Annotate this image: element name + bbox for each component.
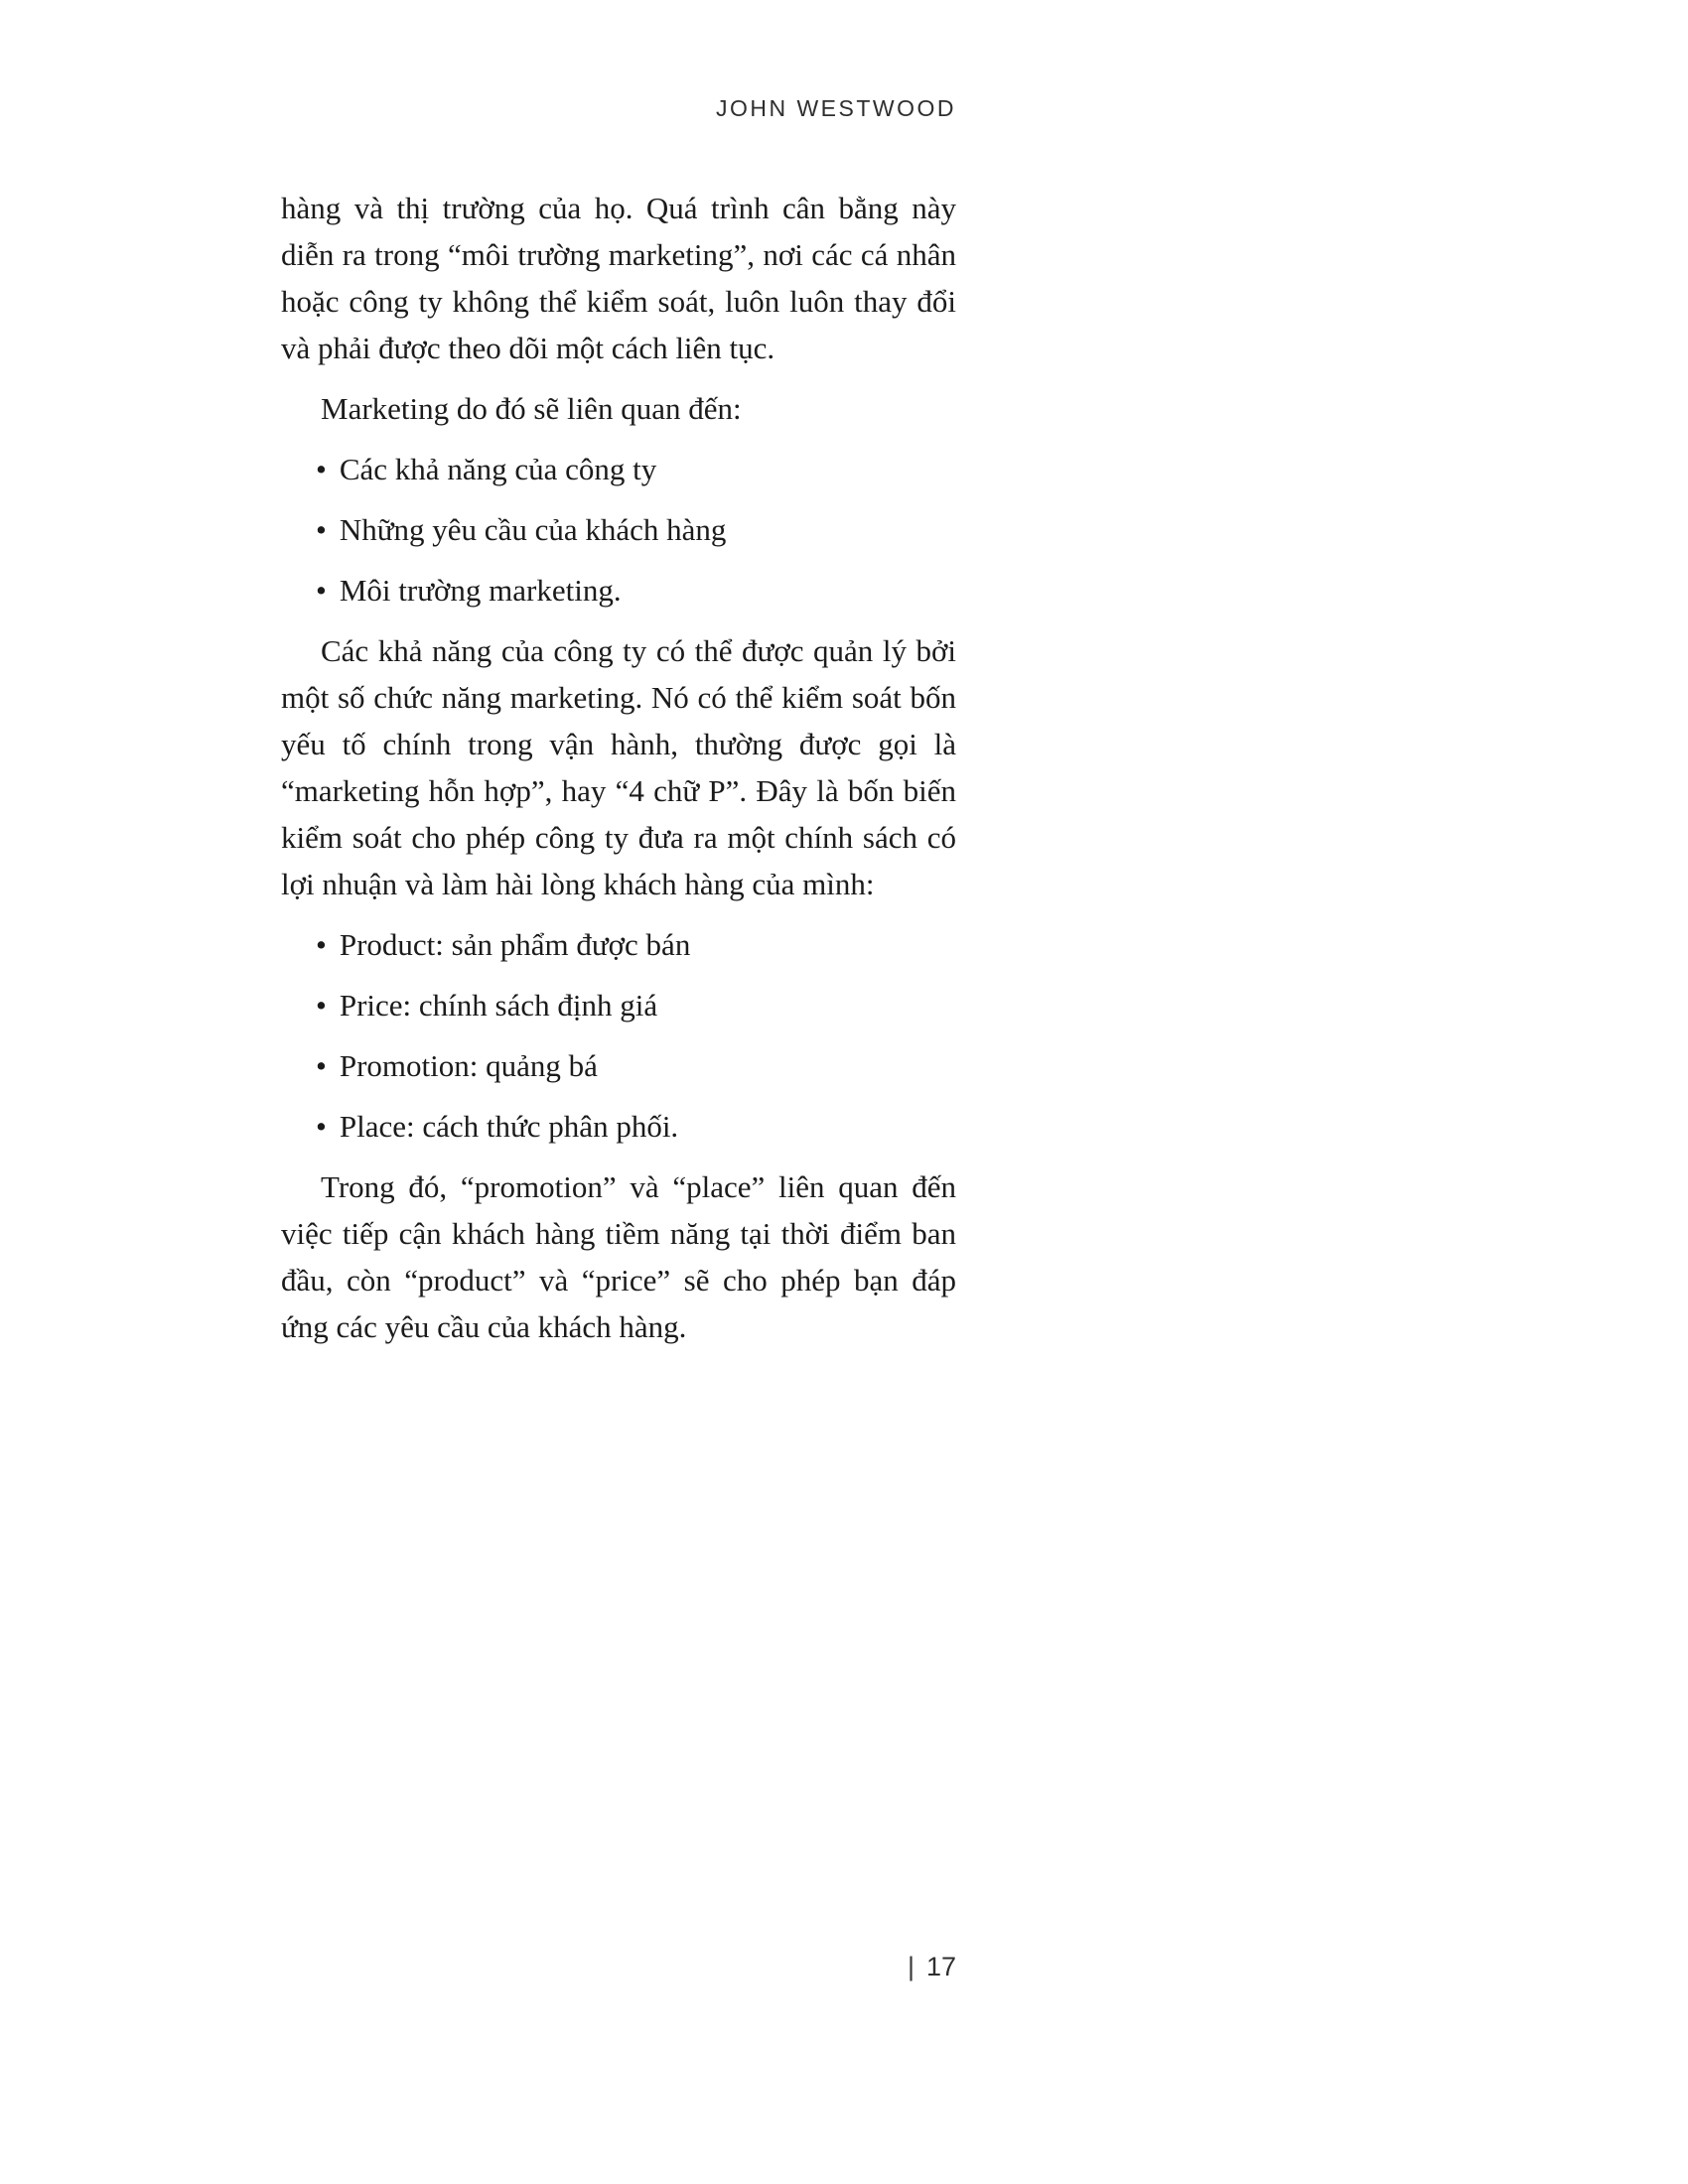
list-item-text: Price: chính sách định giá bbox=[339, 988, 658, 1023]
list-item bbox=[316, 446, 956, 492]
bullet-icon: • bbox=[316, 927, 327, 962]
list-item bbox=[316, 1103, 956, 1150]
paragraph-closing: Trong đó, “promotion” và “place” liên quan đến việc tiếp cận khách hàng tiềm năng tại thời điểm ban đầu, còn “product” và “price” sẽ cho phép bạn đáp ứng các yêu cầu của khách hàng. bbox=[281, 1169, 956, 1344]
list-item-text: Place: cách thức phân phối. bbox=[339, 1109, 679, 1144]
bullet-icon: • bbox=[316, 1048, 327, 1083]
page-footer bbox=[281, 1952, 956, 1982]
bullet-list-four-ps bbox=[281, 921, 956, 1150]
list-item bbox=[316, 567, 956, 614]
bullet-icon: • bbox=[316, 512, 327, 547]
running-header: JOHN WESTWOOD bbox=[715, 95, 956, 121]
list-item bbox=[316, 982, 956, 1028]
list-item-text: Product: sản phẩm được bán bbox=[339, 927, 691, 962]
page-number: 17 bbox=[925, 1952, 956, 1981]
page-number-separator: | bbox=[907, 1952, 914, 1981]
list-item bbox=[316, 921, 956, 968]
paragraph-intro-list: Marketing do đó sẽ liên quan đến: bbox=[321, 391, 742, 426]
paragraph-four-ps: Các khả năng của công ty có thể được quản lý bởi một số chức năng marketing. Nó có thể kiểm soát bốn yếu tố chính trong vận hành, thường được gọi là “marketing hỗn hợp”, hay “4 chữ P”. Đây là bốn biến kiểm soát cho phép công ty đưa ra một chính sách có lợi nhuận và làm hài lòng khách hàng của mình: bbox=[281, 633, 956, 901]
bullet-icon: • bbox=[316, 452, 327, 486]
list-item-text: Promotion: quảng bá bbox=[339, 1048, 598, 1083]
bullet-list-marketing-factors bbox=[281, 446, 956, 614]
list-item-text: Những yêu cầu của khách hàng bbox=[339, 512, 727, 547]
list-item-text: Các khả năng của công ty bbox=[339, 452, 657, 486]
paragraph-continuation: hàng và thị trường của họ. Quá trình cân bằng này diễn ra trong “môi trường marketing”, nơi các cá nhân hoặc công ty không thể kiểm soát, luôn luôn thay đổi và phải được theo dõi một cách liên tục. bbox=[281, 191, 956, 365]
bullet-icon: • bbox=[316, 573, 327, 608]
bullet-icon: • bbox=[316, 988, 327, 1023]
bullet-icon: • bbox=[316, 1109, 327, 1144]
list-item bbox=[316, 506, 956, 553]
list-item-text: Môi trường marketing. bbox=[339, 573, 622, 608]
text-column bbox=[281, 185, 956, 1364]
list-item bbox=[316, 1042, 956, 1089]
